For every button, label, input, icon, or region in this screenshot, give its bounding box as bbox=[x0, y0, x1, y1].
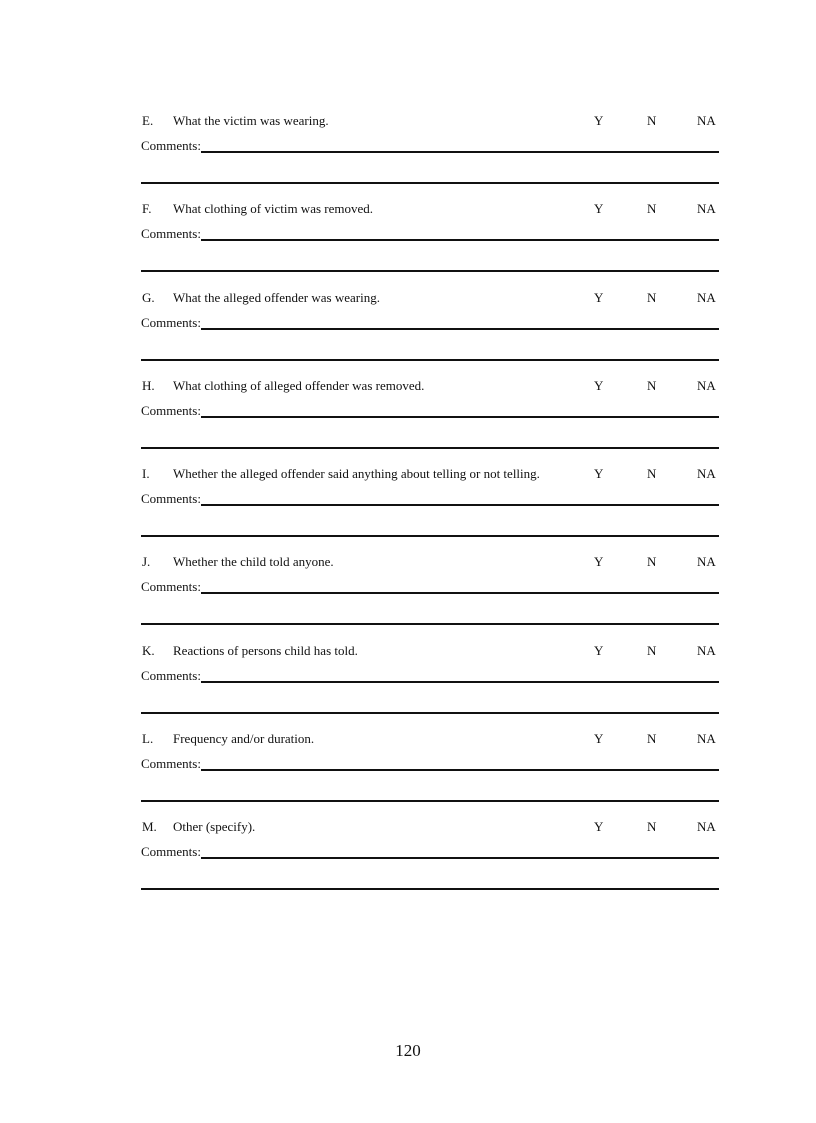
item-question: Whether the alleged offender said anything about telling or not telling. bbox=[173, 466, 540, 482]
checklist-item-i bbox=[141, 464, 719, 552]
option-yes[interactable]: Y bbox=[594, 554, 604, 570]
comment-line-1[interactable] bbox=[201, 681, 719, 683]
option-na[interactable]: NA bbox=[697, 554, 716, 570]
comment-line-2[interactable] bbox=[141, 800, 719, 802]
item-letter: J. bbox=[142, 554, 151, 570]
checklist-item-e bbox=[141, 111, 719, 199]
comments-label: Comments: bbox=[141, 667, 201, 683]
comment-line-2[interactable] bbox=[141, 182, 719, 184]
checklist-item-f bbox=[141, 199, 719, 287]
option-no[interactable]: N bbox=[647, 642, 657, 658]
question-row bbox=[141, 111, 719, 131]
comment-line-1[interactable] bbox=[201, 857, 719, 859]
comment-line-1[interactable] bbox=[201, 416, 719, 418]
comment-line-2[interactable] bbox=[141, 712, 719, 714]
page-number: 120 bbox=[395, 1041, 421, 1060]
comments-label: Comments: bbox=[141, 314, 201, 330]
option-na[interactable]: NA bbox=[697, 201, 716, 217]
option-no[interactable]: N bbox=[647, 201, 657, 217]
comment-line-2[interactable] bbox=[141, 535, 719, 537]
option-no[interactable]: N bbox=[647, 113, 657, 128]
option-na[interactable]: NA bbox=[697, 113, 716, 128]
item-question: What the alleged offender was wearing. bbox=[173, 289, 380, 305]
option-na[interactable]: NA bbox=[697, 819, 716, 835]
checklist-item-j bbox=[141, 552, 719, 640]
checklist-item-g bbox=[141, 288, 719, 376]
comment-line-2[interactable] bbox=[141, 270, 719, 272]
item-letter: L. bbox=[142, 731, 154, 747]
option-na[interactable]: NA bbox=[697, 642, 716, 658]
comment-line-2[interactable] bbox=[141, 888, 719, 890]
option-na[interactable]: NA bbox=[697, 466, 716, 482]
question-row bbox=[141, 376, 719, 396]
comment-line-1[interactable] bbox=[201, 769, 719, 771]
item-question: What the victim was wearing. bbox=[173, 113, 329, 128]
question-row bbox=[141, 552, 719, 572]
item-question: Reactions of persons child has told. bbox=[173, 642, 358, 658]
item-question: What clothing of alleged offender was removed. bbox=[173, 377, 425, 393]
option-yes[interactable]: Y bbox=[594, 642, 604, 658]
item-letter: I. bbox=[142, 466, 150, 482]
question-row bbox=[141, 288, 719, 308]
option-na[interactable]: NA bbox=[697, 731, 716, 747]
option-no[interactable]: N bbox=[647, 819, 657, 835]
option-no[interactable]: N bbox=[647, 377, 657, 393]
item-letter: H. bbox=[142, 377, 155, 393]
comment-line-2[interactable] bbox=[141, 359, 719, 361]
comment-line-1[interactable] bbox=[201, 328, 719, 330]
item-letter: F. bbox=[142, 201, 152, 217]
question-row bbox=[141, 641, 719, 661]
checklist-item-l bbox=[141, 729, 719, 817]
item-question: Frequency and/or duration. bbox=[173, 731, 315, 747]
item-letter: G. bbox=[142, 289, 155, 305]
option-yes[interactable]: Y bbox=[594, 731, 604, 747]
option-yes[interactable]: Y bbox=[594, 466, 604, 482]
comment-line-2[interactable] bbox=[141, 447, 719, 449]
question-row bbox=[141, 199, 719, 219]
item-letter: M. bbox=[142, 819, 157, 835]
comments-label: Comments: bbox=[141, 844, 201, 860]
comments-label: Comments: bbox=[141, 402, 201, 418]
option-yes[interactable]: Y bbox=[594, 819, 604, 835]
item-question: Whether the child told anyone. bbox=[173, 554, 334, 570]
option-na[interactable]: NA bbox=[697, 377, 716, 393]
comment-line-1[interactable] bbox=[201, 239, 719, 241]
checklist-item-k bbox=[141, 641, 719, 729]
checklist-item-m bbox=[141, 817, 719, 905]
option-yes[interactable]: Y bbox=[594, 289, 604, 305]
comment-line-1[interactable] bbox=[201, 151, 719, 153]
question-row bbox=[141, 729, 719, 749]
comments-label: Comments: bbox=[141, 138, 201, 153]
comment-line-1[interactable] bbox=[201, 504, 719, 506]
option-no[interactable]: N bbox=[647, 466, 657, 482]
comments-label: Comments: bbox=[141, 226, 201, 242]
option-no[interactable]: N bbox=[647, 289, 657, 305]
question-row bbox=[141, 464, 719, 484]
option-yes[interactable]: Y bbox=[594, 377, 604, 393]
item-letter: E. bbox=[142, 113, 154, 128]
item-question: What clothing of victim was removed. bbox=[173, 201, 374, 217]
comments-label: Comments: bbox=[141, 491, 201, 507]
checklist-items bbox=[141, 111, 719, 906]
item-letter: K. bbox=[142, 642, 155, 658]
option-no[interactable]: N bbox=[647, 554, 657, 570]
item-question: Other (specify). bbox=[173, 819, 256, 835]
question-row bbox=[141, 817, 719, 837]
comments-label: Comments: bbox=[141, 756, 201, 772]
option-yes[interactable]: Y bbox=[594, 113, 604, 128]
comment-line-1[interactable] bbox=[201, 592, 719, 594]
checklist-item-h bbox=[141, 376, 719, 464]
comments-label: Comments: bbox=[141, 579, 201, 595]
option-na[interactable]: NA bbox=[697, 289, 716, 305]
option-no[interactable]: N bbox=[647, 731, 657, 747]
option-yes[interactable]: Y bbox=[594, 201, 604, 217]
comment-line-2[interactable] bbox=[141, 623, 719, 625]
